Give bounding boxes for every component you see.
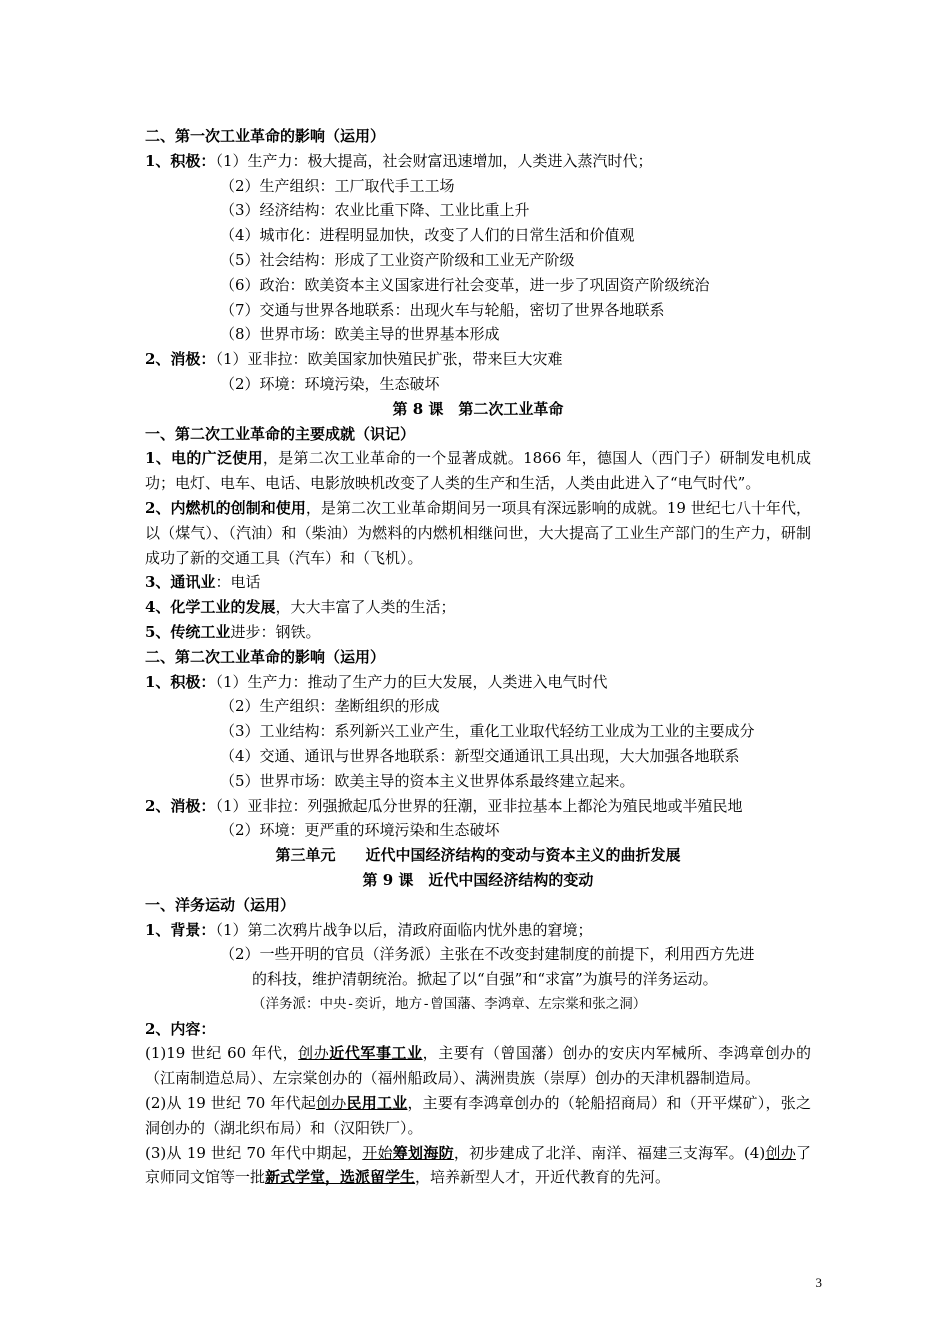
list-item: （4）城市化：进程明显加快，改变了人们的日常生活和价值观 (220, 226, 635, 245)
underlined-text: 创办 (298, 1044, 330, 1063)
para-text: ，主要有李鸿章创办的（轮船招商局）和（开平煤矿），张之洞创办的（湖北织布局）和（汉阳铁厂）。 (145, 1094, 811, 1137)
section-heading: 一、洋务运动（运用） (145, 895, 296, 914)
paragraph (145, 1141, 811, 1191)
list-item: （3）经济结构：农业比重下降、工业比重上升 (220, 201, 530, 220)
section-heading: 二、第二次工业革命的影响（运用） (145, 647, 386, 666)
para-text: ，是第二次工业革命期间另一项具有深远影响的成就。19 世纪七八十年代，以（煤气）、（汽油）和（柴油）为燃料的内燃机相继问世，大大提高了工业生产部门的生产力，研制成功了新的交通工具（汽车）和（飞机）。 (145, 498, 811, 567)
para-text: 了京师同文馆等一批 (145, 1143, 811, 1187)
item-label: 2、内容： (145, 1019, 216, 1038)
list-item-continued: 的科技，维护清朝统治。掀起了以“自强”和“求富”为旗号的洋务运动。 (252, 970, 718, 989)
list-item: （2）生产组织：垄断组织的形成 (220, 697, 440, 716)
list-item: （4）交通、通讯与世界各地联系：新型交通通讯工具出现，大大加强各地联系 (220, 746, 740, 765)
item-label: 1、积极： (145, 151, 216, 170)
emphasis-text: 民用工业 (346, 1094, 408, 1113)
item-label: 2、消极： (145, 796, 216, 815)
para-text: (3)从 19 世纪 70 年代中期起， (145, 1143, 363, 1162)
emphasis-text: 近代军事工业 (329, 1044, 423, 1063)
item-text: （1）亚非拉：列强掀起瓜分世界的狂潮，亚非拉基本上都沦为殖民地或半殖民地 (215, 796, 743, 815)
para-lead: 5、传统工业 (145, 622, 231, 641)
para-lead: 1、电的广泛使用 (145, 449, 263, 468)
para-text: ，大大丰富了人类的生活； (275, 598, 456, 617)
list-item: （2）一些开明的官员（洋务派）主张在不改变封建制度的前提下，利用西方先进 (220, 945, 755, 964)
list-item: （8）世界市场：欧美主导的世界基本形成 (220, 325, 500, 344)
list-item: （7）交通与世界各地联系：出现火车与轮船，密切了世界各地联系 (220, 300, 665, 319)
list-item: （6）政治：欧美资本主义国家进行社会变革，进一步了巩固资产阶级统治 (220, 275, 710, 294)
section-heading: 二、第一次工业革命的影响（运用） (145, 127, 386, 145)
item-label: 1、背景： (145, 920, 216, 939)
item-text: （1）生产力：极大提高，社会财富迅速增加，人类进入蒸汽时代； (215, 151, 653, 170)
paragraph (145, 446, 811, 496)
list-item (145, 347, 811, 372)
para-text: ，主要有（曾国藩）创办的安庆内军械所、李鸿章创办的（江南制造总局）、左宗棠创办的（福州船政局）、满洲贵族（崇厚）创办的天津机器制造局。 (145, 1044, 811, 1088)
item-text: （1）亚非拉：欧美国家加快殖民扩张，带来巨大灾难 (215, 350, 563, 369)
paragraph (145, 1091, 811, 1141)
paragraph (145, 595, 811, 620)
page-content (145, 124, 811, 1190)
item-label: 1、积极： (145, 672, 216, 691)
list-item (145, 149, 811, 174)
list-item: （5）社会结构：形成了工业资产阶级和工业无产阶级 (220, 250, 575, 269)
underlined-text: 创办 (765, 1143, 796, 1162)
para-text: ，是第二次工业革命的一个显著成就。1866 年，德国人（西门子）研制发电机成功；电灯、电车、电话、电影放映机改变了人类的生产和生活，人类由此进入了“电气时代”。 (145, 449, 811, 493)
page-number: 3 (815, 1275, 822, 1290)
para-text: ，培养新型人才，开近代教育的先河。 (415, 1168, 671, 1187)
paragraph (145, 496, 811, 570)
para-lead: 2、内燃机的创制和使用 (145, 498, 306, 517)
lesson-title: 第 9 课 近代中国经济结构的变动 (362, 870, 594, 889)
paragraph (145, 570, 811, 595)
item-text: （1）第二次鸦片战争以后，清政府面临内忧外患的窘境； (215, 920, 593, 939)
para-lead: 3、通讯业 (145, 573, 216, 592)
list-item: （5）世界市场：欧美主导的资本主义世界体系最终建立起来。 (220, 771, 635, 790)
item-text: （1）生产力：推动了生产力的巨大发展，人类进入电气时代 (215, 672, 608, 691)
para-text: ，初步建成了北洋、南洋、福建三支海军。(4) (453, 1143, 766, 1162)
list-item (145, 918, 811, 943)
underlined-text: 创办 (316, 1094, 347, 1113)
unit-title: 第三单元 近代中国经济结构的变动与资本主义的曲折发展 (275, 846, 681, 865)
para-text: (1)19 世纪 60 年代， (145, 1044, 299, 1063)
list-item: （2）环境：环境污染，生态破坏 (220, 374, 440, 393)
list-item (145, 794, 811, 819)
paragraph (145, 1041, 811, 1091)
paragraph (145, 620, 811, 645)
list-item (145, 670, 811, 695)
lesson-title: 第 8 课 第二次工业革命 (392, 399, 564, 418)
para-text: 进步：钢铁。 (230, 622, 321, 641)
emphasis-text: 新式学堂，选派留学生 (265, 1168, 416, 1187)
note: （洋务派：中央-奕䜣，地方-曾国藩、李鸿章、左宗棠和张之洞） (252, 995, 647, 1012)
emphasis-text: 筹划海防 (392, 1143, 454, 1162)
list-item: （2）生产组织：工厂取代手工工场 (220, 176, 455, 195)
section-heading: 一、第二次工业革命的主要成就（识记） (145, 424, 416, 443)
underlined-text: 开始 (362, 1143, 393, 1162)
para-lead: 4、化学工业的发展 (145, 598, 276, 617)
para-text: ：电话 (215, 573, 261, 592)
item-label: 2、消极： (145, 350, 216, 369)
list-item: （2）环境：更严重的环境污染和生态破坏 (220, 821, 500, 840)
list-item: （3）工业结构：系列新兴工业产生，重化工业取代轻纺工业成为工业的主要成分 (220, 722, 755, 741)
para-text: (2)从 19 世纪 70 年代起 (145, 1094, 317, 1113)
